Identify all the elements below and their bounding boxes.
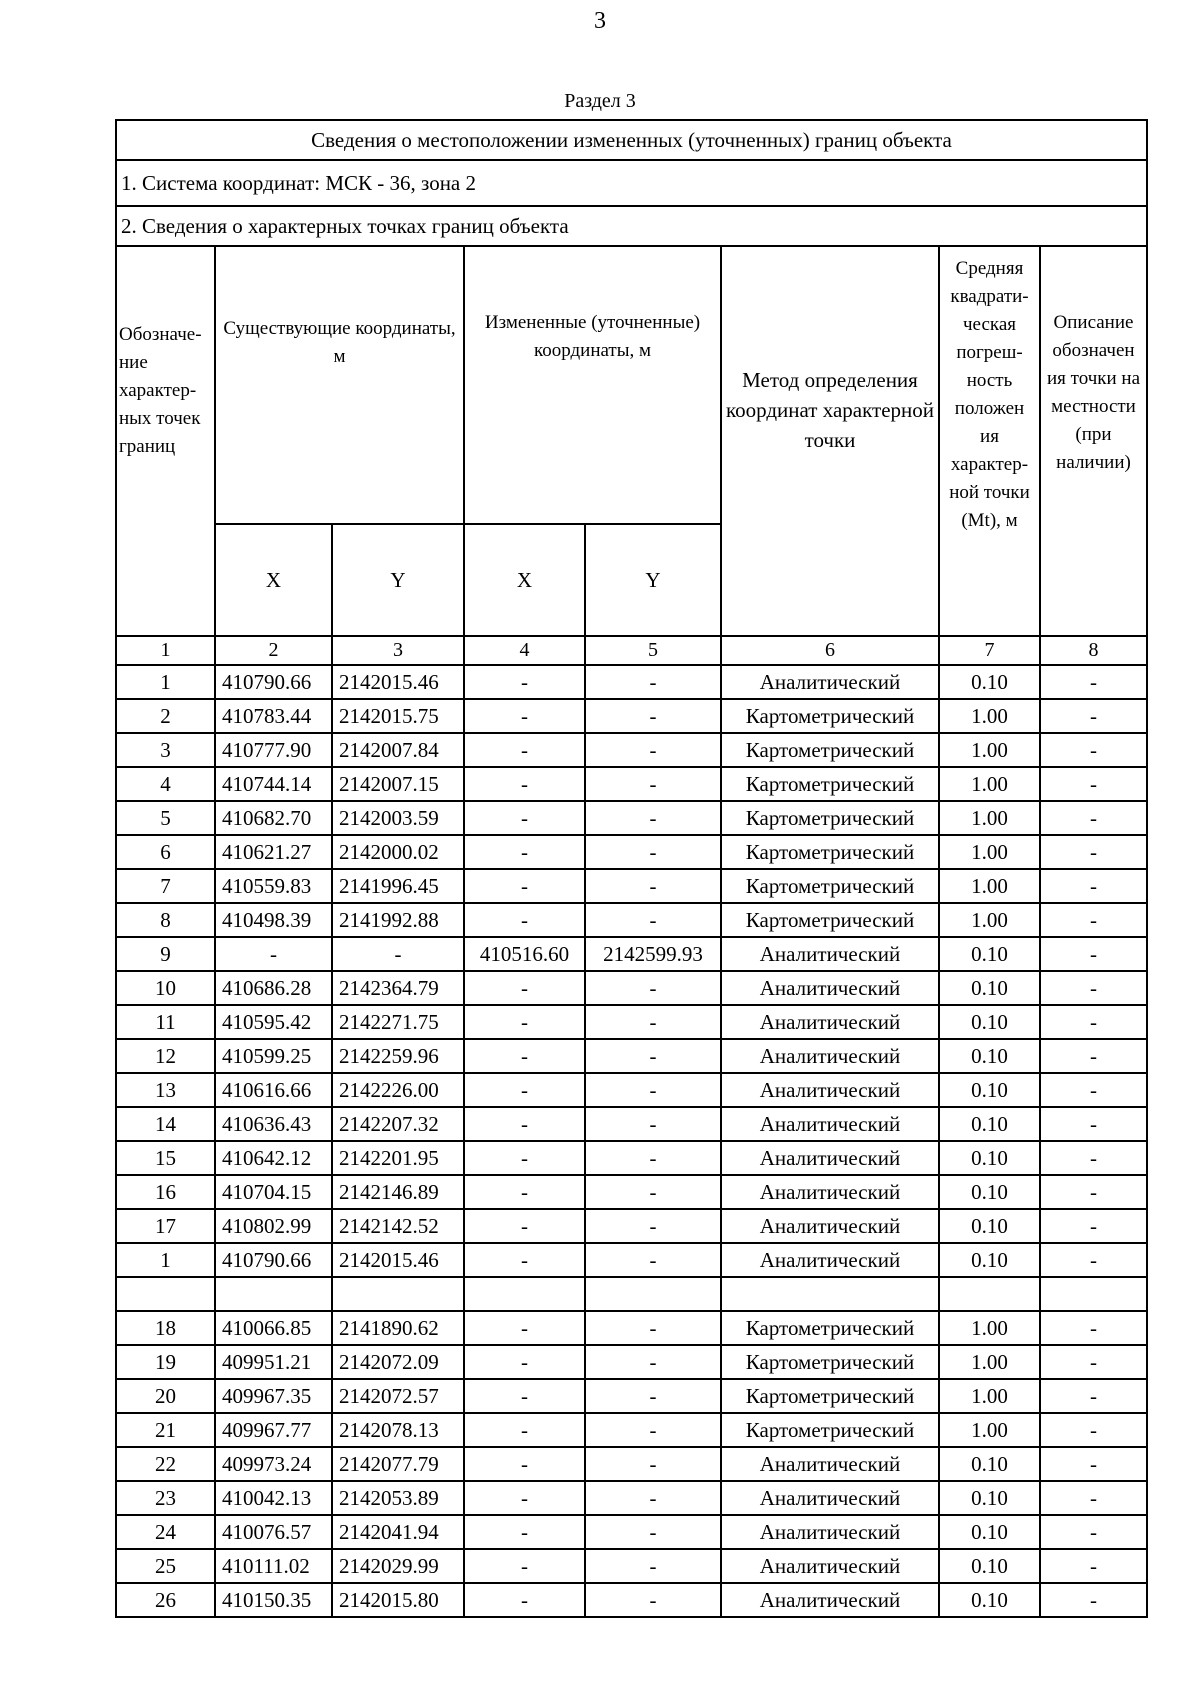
- description-cell: -: [1040, 1311, 1147, 1345]
- method-cell: Аналитический: [721, 1141, 939, 1175]
- header-existing-y: Y: [332, 524, 464, 636]
- description-cell: -: [1040, 835, 1147, 869]
- existing-y-cell: 2142053.89: [332, 1481, 464, 1515]
- changed-x-cell: -: [464, 1549, 585, 1583]
- table-row: [116, 937, 1147, 971]
- method-cell: Аналитический: [721, 1583, 939, 1617]
- changed-y-cell: -: [585, 1141, 721, 1175]
- method-cell: Аналитический: [721, 937, 939, 971]
- changed-x-cell: -: [464, 1073, 585, 1107]
- description-cell: -: [1040, 903, 1147, 937]
- changed-x-cell: -: [464, 1005, 585, 1039]
- point-id-cell: 15: [116, 1141, 215, 1175]
- changed-y-cell: -: [585, 1549, 721, 1583]
- changed-y-cell: -: [585, 1073, 721, 1107]
- method-cell: Аналитический: [721, 1447, 939, 1481]
- existing-y-cell: 2141996.45: [332, 869, 464, 903]
- existing-x-cell: 410076.57: [215, 1515, 332, 1549]
- changed-y-cell: -: [585, 699, 721, 733]
- point-id-cell: 1: [116, 1243, 215, 1277]
- changed-x-cell: -: [464, 665, 585, 699]
- existing-y-cell: 2142041.94: [332, 1515, 464, 1549]
- empty-cell: [332, 1277, 464, 1311]
- method-cell: Картометрический: [721, 835, 939, 869]
- table-row: [116, 699, 1147, 733]
- changed-x-cell: -: [464, 1311, 585, 1345]
- changed-x-cell: -: [464, 1107, 585, 1141]
- method-cell: Картометрический: [721, 733, 939, 767]
- table-title: Сведения о местоположении измененных (уточненных) границ объекта: [116, 120, 1147, 160]
- point-id-cell: 21: [116, 1413, 215, 1447]
- column-number: 7: [939, 636, 1040, 665]
- description-cell: -: [1040, 1583, 1147, 1617]
- existing-y-cell: 2142207.32: [332, 1107, 464, 1141]
- changed-y-cell: -: [585, 1583, 721, 1617]
- column-number: 8: [1040, 636, 1147, 665]
- point-id-cell: 9: [116, 937, 215, 971]
- column-number: 1: [116, 636, 215, 665]
- table-row: [116, 801, 1147, 835]
- changed-x-cell: -: [464, 801, 585, 835]
- point-id-cell: 22: [116, 1447, 215, 1481]
- changed-y-cell: -: [585, 869, 721, 903]
- point-id-cell: 7: [116, 869, 215, 903]
- description-cell: -: [1040, 1039, 1147, 1073]
- method-cell: Аналитический: [721, 1209, 939, 1243]
- changed-y-cell: -: [585, 971, 721, 1005]
- changed-y-cell: -: [585, 1005, 721, 1039]
- existing-x-cell: 410744.14: [215, 767, 332, 801]
- changed-x-cell: -: [464, 1583, 585, 1617]
- error-mt-cell: 0.10: [939, 1243, 1040, 1277]
- existing-y-cell: 2142007.15: [332, 767, 464, 801]
- method-cell: Картометрический: [721, 1379, 939, 1413]
- error-mt-cell: 1.00: [939, 903, 1040, 937]
- table-row: [116, 767, 1147, 801]
- changed-y-cell: -: [585, 733, 721, 767]
- changed-y-cell: -: [585, 1481, 721, 1515]
- method-cell: Аналитический: [721, 1107, 939, 1141]
- header-error: Средняя квадрати-ческая погреш-ность положен ия характер-ной точки (Mt), м: [939, 246, 1040, 636]
- existing-y-cell: 2142007.84: [332, 733, 464, 767]
- description-cell: -: [1040, 699, 1147, 733]
- changed-y-cell: -: [585, 801, 721, 835]
- existing-y-cell: 2141890.62: [332, 1311, 464, 1345]
- description-cell: -: [1040, 1481, 1147, 1515]
- existing-x-cell: 410802.99: [215, 1209, 332, 1243]
- table-row: [116, 1413, 1147, 1447]
- existing-x-cell: 410704.15: [215, 1175, 332, 1209]
- column-number: 2: [215, 636, 332, 665]
- empty-cell: [1040, 1277, 1147, 1311]
- existing-x-cell: 410066.85: [215, 1311, 332, 1345]
- table-row: [116, 1515, 1147, 1549]
- existing-x-cell: 410111.02: [215, 1549, 332, 1583]
- point-id-cell: 4: [116, 767, 215, 801]
- contour-separator-row: [116, 1277, 1147, 1311]
- existing-x-cell: 410682.70: [215, 801, 332, 835]
- boundary-points-table: [115, 119, 1148, 1618]
- error-mt-cell: 0.10: [939, 1039, 1040, 1073]
- empty-cell: [116, 1277, 215, 1311]
- existing-x-cell: 410642.12: [215, 1141, 332, 1175]
- changed-x-cell: -: [464, 1141, 585, 1175]
- point-id-cell: 24: [116, 1515, 215, 1549]
- description-cell: -: [1040, 1345, 1147, 1379]
- table-row: [116, 835, 1147, 869]
- existing-y-cell: 2141992.88: [332, 903, 464, 937]
- error-mt-cell: 1.00: [939, 1413, 1040, 1447]
- description-cell: -: [1040, 1141, 1147, 1175]
- changed-x-cell: -: [464, 903, 585, 937]
- method-cell: Аналитический: [721, 1175, 939, 1209]
- table-row: [116, 1447, 1147, 1481]
- changed-x-cell: -: [464, 1379, 585, 1413]
- description-cell: -: [1040, 1073, 1147, 1107]
- point-id-cell: 10: [116, 971, 215, 1005]
- description-cell: -: [1040, 1447, 1147, 1481]
- empty-cell: [939, 1277, 1040, 1311]
- changed-x-cell: -: [464, 835, 585, 869]
- error-mt-cell: 0.10: [939, 1175, 1040, 1209]
- method-cell: Картометрический: [721, 869, 939, 903]
- description-cell: -: [1040, 1243, 1147, 1277]
- description-cell: -: [1040, 1515, 1147, 1549]
- method-cell: Аналитический: [721, 665, 939, 699]
- description-cell: -: [1040, 767, 1147, 801]
- error-mt-cell: 0.10: [939, 937, 1040, 971]
- table-row: [116, 1311, 1147, 1345]
- existing-x-cell: 409967.77: [215, 1413, 332, 1447]
- table-row: [116, 903, 1147, 937]
- empty-cell: [721, 1277, 939, 1311]
- table-row: [116, 1209, 1147, 1243]
- point-id-cell: 16: [116, 1175, 215, 1209]
- existing-y-cell: 2142146.89: [332, 1175, 464, 1209]
- table-row: [116, 1583, 1147, 1617]
- description-cell: -: [1040, 937, 1147, 971]
- changed-x-cell: -: [464, 1345, 585, 1379]
- method-cell: Картометрический: [721, 767, 939, 801]
- column-number: 5: [585, 636, 721, 665]
- existing-y-cell: 2142015.75: [332, 699, 464, 733]
- error-mt-cell: 0.10: [939, 1209, 1040, 1243]
- table-row: [116, 1175, 1147, 1209]
- existing-y-cell: 2142029.99: [332, 1549, 464, 1583]
- method-cell: Аналитический: [721, 1073, 939, 1107]
- existing-y-cell: 2142072.09: [332, 1345, 464, 1379]
- error-mt-cell: 0.10: [939, 1583, 1040, 1617]
- table-row: [116, 1379, 1147, 1413]
- section-label: Раздел 3: [564, 90, 636, 112]
- changed-y-cell: -: [585, 767, 721, 801]
- error-mt-cell: 0.10: [939, 1447, 1040, 1481]
- changed-y-cell: -: [585, 1243, 721, 1277]
- existing-x-cell: 410790.66: [215, 665, 332, 699]
- changed-y-cell: -: [585, 1515, 721, 1549]
- existing-x-cell: 410498.39: [215, 903, 332, 937]
- changed-y-cell: -: [585, 1447, 721, 1481]
- error-mt-cell: 0.10: [939, 1107, 1040, 1141]
- changed-y-cell: -: [585, 1311, 721, 1345]
- header-existing-x: X: [215, 524, 332, 636]
- error-mt-cell: 0.10: [939, 1481, 1040, 1515]
- table-row: [116, 1005, 1147, 1039]
- changed-y-cell: -: [585, 1345, 721, 1379]
- existing-y-cell: 2142015.46: [332, 665, 464, 699]
- existing-x-cell: 410686.28: [215, 971, 332, 1005]
- error-mt-cell: 1.00: [939, 1379, 1040, 1413]
- existing-x-cell: 410616.66: [215, 1073, 332, 1107]
- error-mt-cell: 0.10: [939, 1515, 1040, 1549]
- header-existing-coords: Существующие координаты, м: [215, 246, 464, 524]
- header-changed-coords: Измененные (уточненные) координаты, м: [464, 246, 721, 524]
- existing-y-cell: 2142271.75: [332, 1005, 464, 1039]
- point-id-cell: 1: [116, 665, 215, 699]
- description-cell: -: [1040, 1005, 1147, 1039]
- method-cell: Картометрический: [721, 903, 939, 937]
- changed-x-cell: -: [464, 699, 585, 733]
- existing-x-cell: 410621.27: [215, 835, 332, 869]
- existing-x-cell: 410042.13: [215, 1481, 332, 1515]
- error-mt-cell: 1.00: [939, 801, 1040, 835]
- table-row: [116, 1039, 1147, 1073]
- error-mt-cell: 0.10: [939, 971, 1040, 1005]
- existing-y-cell: 2142364.79: [332, 971, 464, 1005]
- changed-x-cell: -: [464, 1209, 585, 1243]
- existing-y-cell: 2142201.95: [332, 1141, 464, 1175]
- point-id-cell: 25: [116, 1549, 215, 1583]
- error-mt-cell: 1.00: [939, 835, 1040, 869]
- point-id-cell: 12: [116, 1039, 215, 1073]
- error-mt-cell: 1.00: [939, 1345, 1040, 1379]
- table-row: [116, 733, 1147, 767]
- existing-x-cell: 410777.90: [215, 733, 332, 767]
- changed-y-cell: -: [585, 903, 721, 937]
- method-cell: Аналитический: [721, 1481, 939, 1515]
- existing-x-cell: 410150.35: [215, 1583, 332, 1617]
- method-cell: Аналитический: [721, 1005, 939, 1039]
- column-number: 4: [464, 636, 585, 665]
- changed-x-cell: -: [464, 1413, 585, 1447]
- point-id-cell: 8: [116, 903, 215, 937]
- changed-x-cell: -: [464, 1515, 585, 1549]
- changed-y-cell: -: [585, 1379, 721, 1413]
- description-cell: -: [1040, 1413, 1147, 1447]
- method-cell: Аналитический: [721, 1039, 939, 1073]
- existing-x-cell: 409967.35: [215, 1379, 332, 1413]
- changed-x-cell: -: [464, 971, 585, 1005]
- point-id-cell: 11: [116, 1005, 215, 1039]
- existing-y-cell: 2142226.00: [332, 1073, 464, 1107]
- existing-y-cell: 2142015.80: [332, 1583, 464, 1617]
- method-cell: Картометрический: [721, 1413, 939, 1447]
- table-row: [116, 665, 1147, 699]
- table-row: [116, 1073, 1147, 1107]
- existing-y-cell: 2142142.52: [332, 1209, 464, 1243]
- error-mt-cell: 1.00: [939, 733, 1040, 767]
- error-mt-cell: 0.10: [939, 665, 1040, 699]
- table-row: [116, 1345, 1147, 1379]
- existing-y-cell: 2142072.57: [332, 1379, 464, 1413]
- changed-y-cell: 2142599.93: [585, 937, 721, 971]
- existing-y-cell: -: [332, 937, 464, 971]
- existing-x-cell: 409951.21: [215, 1345, 332, 1379]
- method-cell: Картометрический: [721, 699, 939, 733]
- description-cell: -: [1040, 665, 1147, 699]
- point-id-cell: 26: [116, 1583, 215, 1617]
- header-description: Описание обозначен ия точки на местности (при наличии): [1040, 246, 1147, 636]
- method-cell: Аналитический: [721, 1515, 939, 1549]
- empty-cell: [464, 1277, 585, 1311]
- header-changed-x: X: [464, 524, 585, 636]
- error-mt-cell: 1.00: [939, 699, 1040, 733]
- method-cell: Аналитический: [721, 1243, 939, 1277]
- changed-x-cell: 410516.60: [464, 937, 585, 971]
- point-id-cell: 14: [116, 1107, 215, 1141]
- point-id-cell: 2: [116, 699, 215, 733]
- existing-x-cell: 410783.44: [215, 699, 332, 733]
- point-id-cell: 19: [116, 1345, 215, 1379]
- point-id-cell: 6: [116, 835, 215, 869]
- changed-y-cell: -: [585, 1039, 721, 1073]
- table-row: [116, 869, 1147, 903]
- error-mt-cell: 1.00: [939, 869, 1040, 903]
- table-row: [116, 1141, 1147, 1175]
- existing-y-cell: 2142259.96: [332, 1039, 464, 1073]
- table-row: [116, 1481, 1147, 1515]
- description-cell: -: [1040, 1107, 1147, 1141]
- description-cell: -: [1040, 733, 1147, 767]
- existing-x-cell: 410595.42: [215, 1005, 332, 1039]
- column-number: 6: [721, 636, 939, 665]
- existing-y-cell: 2142077.79: [332, 1447, 464, 1481]
- column-number: 3: [332, 636, 464, 665]
- empty-cell: [585, 1277, 721, 1311]
- empty-cell: [215, 1277, 332, 1311]
- page-number: 3: [594, 8, 606, 34]
- method-cell: Картометрический: [721, 1311, 939, 1345]
- point-id-cell: 5: [116, 801, 215, 835]
- existing-y-cell: 2142078.13: [332, 1413, 464, 1447]
- point-id-cell: 20: [116, 1379, 215, 1413]
- error-mt-cell: 0.10: [939, 1005, 1040, 1039]
- changed-y-cell: -: [585, 1107, 721, 1141]
- method-cell: Картометрический: [721, 801, 939, 835]
- existing-x-cell: 409973.24: [215, 1447, 332, 1481]
- changed-y-cell: -: [585, 1209, 721, 1243]
- changed-x-cell: -: [464, 869, 585, 903]
- existing-y-cell: 2142003.59: [332, 801, 464, 835]
- header-method: Метод определения координат характерной точки: [721, 246, 939, 636]
- method-cell: Аналитический: [721, 1549, 939, 1583]
- changed-y-cell: -: [585, 1413, 721, 1447]
- point-id-cell: 18: [116, 1311, 215, 1345]
- method-cell: Аналитический: [721, 971, 939, 1005]
- existing-y-cell: 2142000.02: [332, 835, 464, 869]
- description-cell: -: [1040, 1209, 1147, 1243]
- description-cell: -: [1040, 869, 1147, 903]
- point-id-cell: 13: [116, 1073, 215, 1107]
- existing-y-cell: 2142015.46: [332, 1243, 464, 1277]
- changed-x-cell: -: [464, 1175, 585, 1209]
- points-heading: 2. Сведения о характерных точках границ объекта: [116, 206, 1147, 246]
- description-cell: -: [1040, 1379, 1147, 1413]
- error-mt-cell: 0.10: [939, 1549, 1040, 1583]
- error-mt-cell: 1.00: [939, 767, 1040, 801]
- header-designation: Обозначе-ние характер-ных точек границ: [116, 246, 215, 636]
- description-cell: -: [1040, 971, 1147, 1005]
- header-changed-y: Y: [585, 524, 721, 636]
- existing-x-cell: 410790.66: [215, 1243, 332, 1277]
- changed-x-cell: -: [464, 1447, 585, 1481]
- changed-y-cell: -: [585, 835, 721, 869]
- table-row: [116, 1549, 1147, 1583]
- description-cell: -: [1040, 1549, 1147, 1583]
- changed-y-cell: -: [585, 665, 721, 699]
- changed-y-cell: -: [585, 1175, 721, 1209]
- table-row: [116, 971, 1147, 1005]
- point-id-cell: 17: [116, 1209, 215, 1243]
- changed-x-cell: -: [464, 767, 585, 801]
- error-mt-cell: 0.10: [939, 1073, 1040, 1107]
- existing-x-cell: 410599.25: [215, 1039, 332, 1073]
- point-id-cell: 23: [116, 1481, 215, 1515]
- table-row: [116, 1107, 1147, 1141]
- existing-x-cell: 410559.83: [215, 869, 332, 903]
- description-cell: -: [1040, 801, 1147, 835]
- changed-x-cell: -: [464, 1243, 585, 1277]
- changed-x-cell: -: [464, 1039, 585, 1073]
- point-id-cell: 3: [116, 733, 215, 767]
- method-cell: Картометрический: [721, 1345, 939, 1379]
- error-mt-cell: 0.10: [939, 1141, 1040, 1175]
- changed-x-cell: -: [464, 733, 585, 767]
- existing-x-cell: 410636.43: [215, 1107, 332, 1141]
- existing-x-cell: -: [215, 937, 332, 971]
- error-mt-cell: 1.00: [939, 1311, 1040, 1345]
- changed-x-cell: -: [464, 1481, 585, 1515]
- table-row: [116, 1243, 1147, 1277]
- description-cell: -: [1040, 1175, 1147, 1209]
- coordinate-system: 1. Система координат: МСК - 36, зона 2: [116, 160, 1147, 206]
